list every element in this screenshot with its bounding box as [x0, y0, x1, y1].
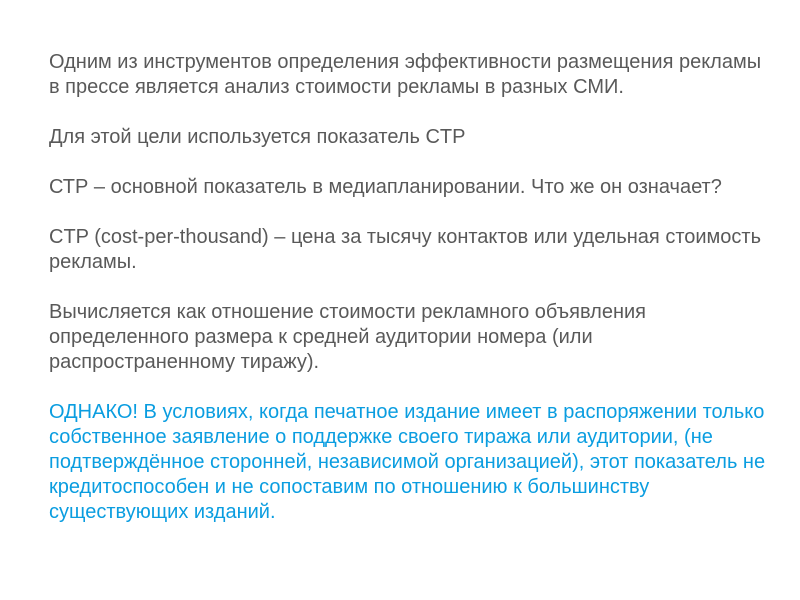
paragraph-intro: Одним из инструментов определения эффективности размещения рекламы в прессе является анализ стоимости рекламы в разных СМИ.: [49, 51, 762, 98]
paragraph-calculation: Вычисляется как отношение стоимости рекламного объявления определенного размера к средней аудитории номера (или распространенному тиражу).: [49, 301, 646, 373]
text-body: [49, 50, 769, 550]
paragraph-ctp-question: СТР – основной показатель в медиапланировании. Что же он означает?: [49, 176, 722, 198]
paragraph-ctp-definition: CTP (cost-per-thousand) – цена за тысячу контактов или удельная стоимость рекламы.: [49, 226, 762, 273]
paragraph-warning: ОДНАКО! В условиях, когда печатное издание имеет в распоряжении только собственное заявление о поддержке своего тиража или аудитории, (не подтверждённое сторонней, независимой организацией), этот показатель не кредитоспособен и не сопоставим по отношению к большинству существующих изданий.: [49, 401, 766, 523]
paragraph-ctp-indicator: Для этой цели используется показатель CTP: [49, 126, 466, 148]
